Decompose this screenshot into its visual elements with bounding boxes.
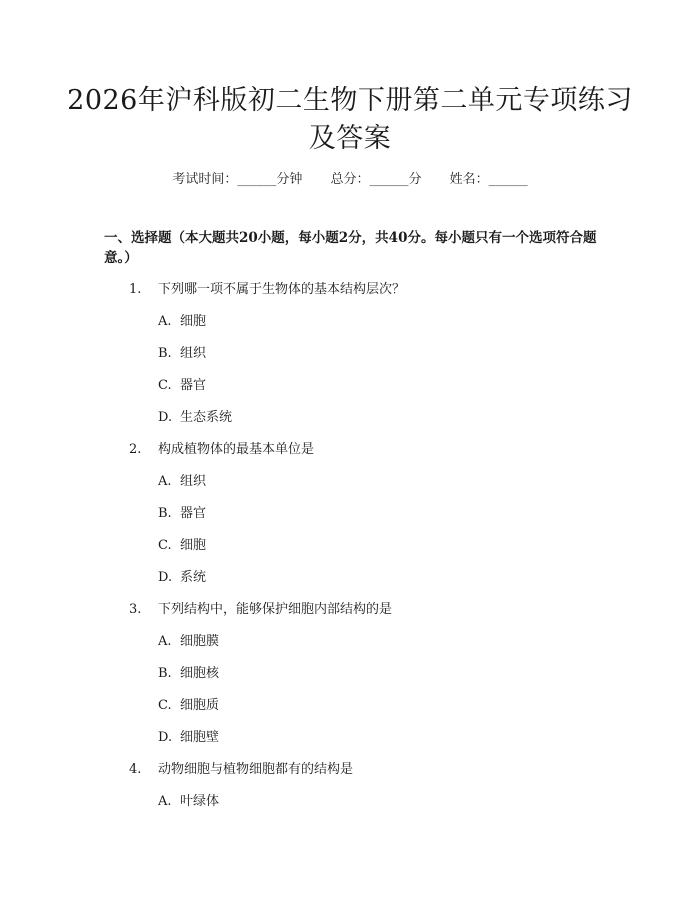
option-a [0, 472, 700, 504]
option-text: 细胞 [180, 538, 207, 553]
total-score: 总分：______分 [330, 172, 422, 187]
question-number: 1. [129, 282, 142, 297]
option-a [0, 632, 700, 664]
option-letter: C. [158, 538, 172, 553]
option-b [0, 344, 700, 376]
option-a [0, 312, 700, 344]
option-text: 细胞核 [180, 666, 220, 681]
question-text: 下列哪一项不属于生物体的基本结构层次？ [158, 282, 406, 297]
exam-time: 考试时间：______分钟 [172, 172, 303, 187]
option-text: 叶绿体 [180, 794, 220, 809]
option-letter: C. [158, 698, 172, 713]
option-a [0, 792, 700, 824]
option-text: 细胞壁 [180, 730, 220, 745]
option-text: 组织 [180, 474, 207, 489]
option-c [0, 376, 700, 408]
option-d [0, 728, 700, 760]
option-d [0, 408, 700, 440]
option-text: 生态系统 [180, 410, 233, 425]
option-letter: B. [158, 506, 172, 521]
question-text: 构成植物体的最基本单位是 [158, 442, 315, 457]
option-text: 器官 [180, 378, 207, 393]
option-letter: D. [158, 730, 173, 745]
option-letter: D. [158, 570, 173, 585]
option-text: 系统 [180, 570, 207, 585]
option-b [0, 504, 700, 536]
option-letter: A. [158, 634, 172, 649]
question-text: 下列结构中，能够保护细胞内部结构的是 [158, 602, 393, 617]
exam-meta [0, 168, 700, 187]
option-d [0, 568, 700, 600]
question-3 [0, 600, 700, 632]
question-list [0, 280, 700, 824]
option-b [0, 664, 700, 696]
document-title: 2026年沪科版初二生物下册第二单元专项练习及答案 [67, 85, 633, 154]
option-letter: A. [158, 314, 172, 329]
question-number: 2. [129, 442, 142, 457]
option-text: 细胞 [180, 314, 207, 329]
option-letter: A. [158, 474, 172, 489]
option-c [0, 536, 700, 568]
question-1 [0, 280, 700, 312]
option-letter: A. [158, 794, 172, 809]
question-number: 4. [129, 762, 142, 777]
section-header: 一、选择题（本大题共20小题，每小题2分，共40分。每小题只有一个选项符合题意。） [104, 230, 597, 266]
option-letter: C. [158, 378, 172, 393]
question-4 [0, 760, 700, 792]
option-text: 器官 [180, 506, 207, 521]
option-text: 细胞质 [180, 698, 220, 713]
question-text: 动物细胞与植物细胞都有的结构是 [158, 762, 354, 777]
student-name: 姓名：______ [449, 172, 528, 187]
question-2 [0, 440, 700, 472]
option-letter: D. [158, 410, 173, 425]
option-c [0, 696, 700, 728]
question-number: 3. [129, 602, 142, 617]
option-letter: B. [158, 346, 172, 361]
option-text: 细胞膜 [180, 634, 220, 649]
option-text: 组织 [180, 346, 207, 361]
option-letter: B. [158, 666, 172, 681]
